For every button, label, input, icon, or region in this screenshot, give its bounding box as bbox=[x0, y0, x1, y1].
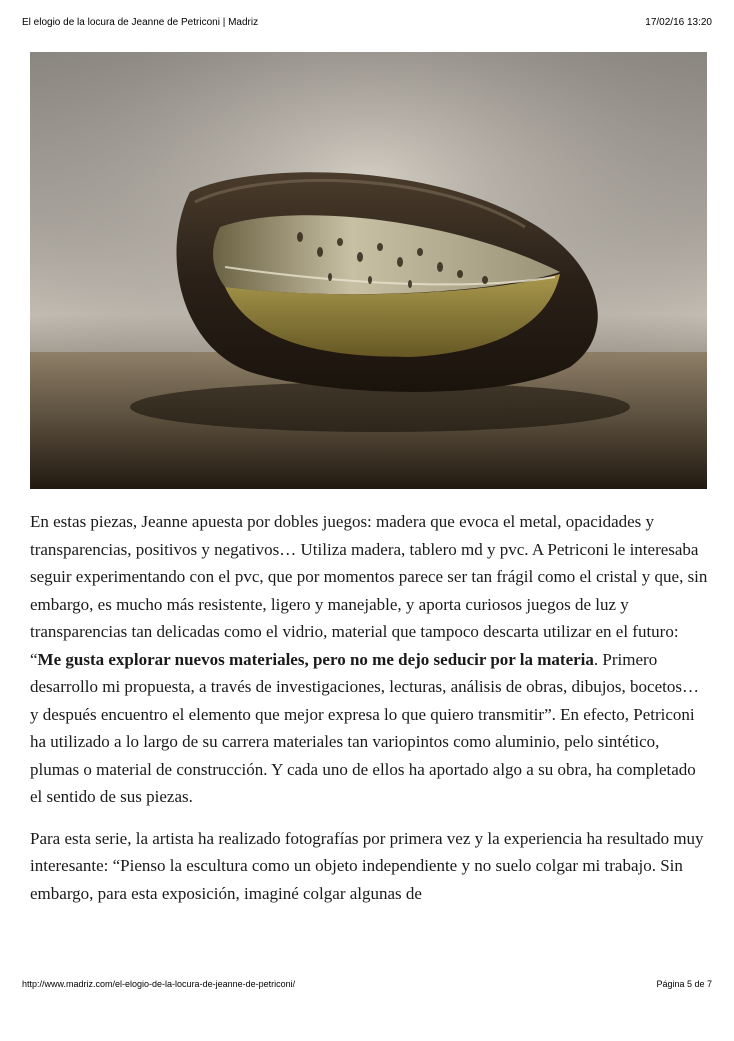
article-body bbox=[30, 508, 710, 921]
page-footer bbox=[22, 979, 712, 989]
paragraph-text: En estas piezas, Jeanne apuesta por dobles juegos: madera que evoca el metal, opacidades y transparencias, positivos y negativos… Utiliza madera, tablero md y pvc. A Petriconi le interesaba seguir experimentando con el pvc, que por momentos parece ser tan frágil como el cristal y que, sin embargo, es mucho más resistente, ligero y manejable, y aporta curiosos juegos de luz y transparencias tan delicadas como el vidrio, material que tampoco descarta utilizar en el futuro: “ bbox=[30, 512, 708, 669]
bold-quote: Me gusta explorar nuevos materiales, pero no me dejo seducir por la materia bbox=[37, 649, 594, 669]
page-header bbox=[22, 17, 712, 28]
paragraph-text: . Primero desarrollo mi propuesta, a través de investigaciones, lecturas, análisis de obras, dibujos, bocetos… y después encuentro el elemento que mejor expresa lo que quiero transmitir”. En efecto, Petriconi ha utilizado a lo largo de su carrera materiales tan variopintos como aluminio, pelo sintético, plumas o material de construcción. Y cada uno de ellos ha aportado algo a su obra, ha completado el sentido de sus piezas. bbox=[30, 649, 699, 806]
article-paragraph-2: Para esta serie, la artista ha realizado fotografías por primera vez y la experiencia ha resultado muy interesante: “Pienso la escultura como un objeto independiente y no suelo colgar mi trabajo. Sin embargo, para esta exposición, imaginé colgar algunas de bbox=[30, 828, 704, 903]
source-url: http://www.madriz.com/el-elogio-de-la-locura-de-jeanne-de-petriconi/ bbox=[22, 979, 296, 989]
print-datetime: 17/02/16 13:20 bbox=[645, 17, 712, 28]
article-photo bbox=[30, 52, 707, 489]
page-title: El elogio de la locura de Jeanne de Petriconi | Madriz bbox=[22, 17, 259, 28]
article-paragraph-1 bbox=[30, 508, 710, 811]
sculpture-illustration bbox=[30, 52, 707, 489]
page-number: Página 5 de 7 bbox=[656, 979, 712, 989]
